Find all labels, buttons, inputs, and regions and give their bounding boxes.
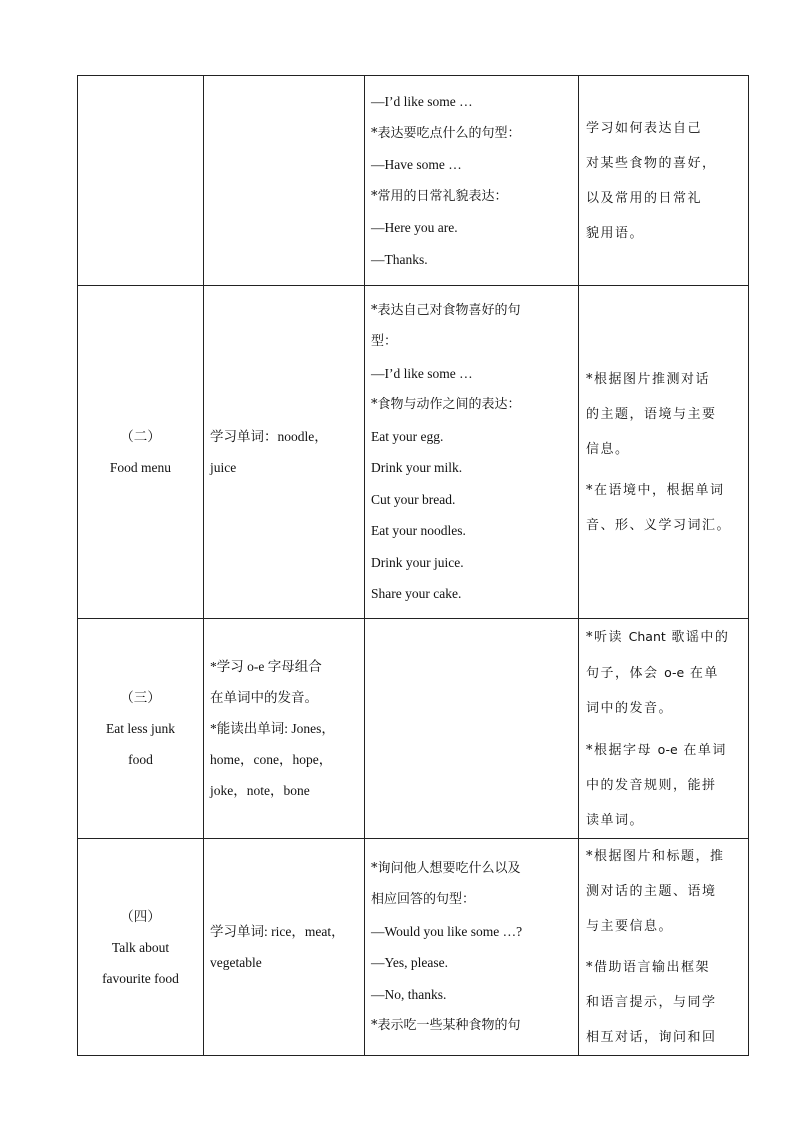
unit-cell: [78, 619, 204, 839]
unit-cell: [78, 76, 204, 286]
pattern-sentence: Cut your bread.: [371, 491, 456, 507]
pattern-heading: 相应回答的句型：: [371, 892, 476, 907]
unit-title: favourite food: [102, 970, 179, 986]
goal-line: *借助语言输出框架: [586, 960, 711, 975]
goal-line: *听读 Chant 歌谣中的: [586, 629, 730, 645]
pattern-sentence: Eat your egg.: [371, 428, 444, 444]
goal-line: 相互对话，询问和回: [586, 1030, 717, 1045]
vocabulary-line: vegetable: [210, 955, 262, 970]
pattern-sentence: —Would you like some …?: [371, 923, 523, 939]
vocabulary-cell: [204, 619, 365, 839]
sentence-pattern-cell: [365, 76, 579, 286]
pattern-heading: *食物与动作之间的表达：: [371, 397, 521, 412]
sentence-pattern-cell: [365, 619, 579, 839]
unit-title: food: [128, 752, 153, 767]
learning-goal: [586, 362, 742, 467]
goal-line: 和语言提示，与同学: [586, 995, 717, 1010]
table-row: [78, 839, 749, 1056]
learning-goal: [586, 732, 742, 838]
goal-line: 学习如何表达自己: [586, 120, 703, 136]
pattern-heading: *表达要吃点什么的句型：: [371, 125, 521, 141]
unit-title: Eat less junk: [106, 721, 175, 736]
goal-line: 句子，体会 o-e 在单: [586, 665, 719, 681]
table-row: [78, 286, 749, 619]
vocabulary-cell: [204, 286, 365, 619]
goal-line: 貌用语。: [586, 225, 645, 241]
learning-goal-cell: [579, 286, 749, 619]
learning-goal: [586, 619, 742, 726]
learning-goal: [586, 111, 742, 251]
unit-cell: [78, 286, 204, 619]
unit-title: Food menu: [109, 460, 172, 475]
goal-line: 读单词。: [586, 813, 645, 828]
unit-cell: [78, 839, 204, 1056]
goal-line: 词中的发音。: [586, 701, 674, 716]
learning-goal: [586, 950, 742, 1055]
sentence-pattern-cell: [365, 286, 579, 619]
inline-term: o-e: [664, 665, 685, 680]
pattern-sentence: —Yes, please.: [371, 955, 448, 970]
pattern-sentence: Share your cake.: [371, 586, 462, 601]
goal-line: 信息。: [586, 441, 630, 457]
unit-number: （三）: [120, 690, 161, 705]
table-row: [78, 76, 749, 286]
unit-title: Talk about: [111, 939, 170, 955]
goal-line: *根据字母 o-e 在单词: [586, 742, 727, 758]
learning-goal: [586, 839, 742, 944]
learning-goal: [586, 473, 742, 543]
lesson-table: [77, 75, 749, 1056]
pattern-sentence: Drink your juice.: [371, 554, 464, 570]
pattern-sentence: —Here you are.: [371, 220, 458, 235]
goal-line: *在语境中，根据单词: [586, 482, 725, 498]
inline-term: o-e: [657, 742, 678, 757]
vocabulary-line: 学习单词：noodle，: [210, 429, 328, 444]
goal-line: *根据图片推测对话: [586, 371, 711, 387]
goal-line: 的主题，语境与主要: [586, 406, 717, 422]
pattern-heading: 型：: [371, 334, 398, 349]
vocabulary-line: *能读出单词: Jones，: [210, 721, 335, 736]
vocabulary-cell: [204, 839, 365, 1056]
vocabulary-line: home，cone，hope，: [210, 752, 333, 767]
unit-number: （二）: [120, 429, 161, 444]
goal-line: 与主要信息。: [586, 919, 674, 934]
vocabulary-cell: [204, 76, 365, 286]
goal-line: 音、形、义学习词汇。: [586, 517, 732, 533]
pattern-sentence: —Thanks.: [371, 251, 428, 267]
learning-goal-cell: [579, 76, 749, 286]
pattern-heading: *表示吃一些某种食物的句: [371, 1018, 521, 1033]
goal-line: *根据图片和标题，推: [586, 849, 725, 864]
vocabulary-line: joke，note，bone: [210, 783, 310, 798]
unit-number: （四）: [120, 908, 161, 924]
inline-term: Chant: [628, 629, 666, 644]
pattern-sentence: Eat your noodles.: [371, 523, 466, 538]
vocabulary-line: *学习 o-e 字母组合: [210, 659, 322, 674]
vocabulary-line: juice: [210, 460, 237, 475]
pattern-sentence: —Have some …: [371, 157, 462, 172]
learning-goal-cell: [579, 619, 749, 839]
goal-line: 中的发音规则，能拼: [586, 778, 717, 793]
pattern-heading: *表达自己对食物喜好的句: [371, 302, 521, 318]
vocabulary-line: 学习单词: rice，meat，: [210, 924, 345, 939]
pattern-sentence: —No, thanks.: [371, 986, 447, 1002]
pattern-heading: *询问他人想要吃什么以及: [371, 860, 521, 876]
goal-line: 对某些食物的喜好，: [586, 155, 717, 171]
sentence-pattern-cell: [365, 839, 579, 1056]
pattern-sentence: —I’d like some …: [371, 365, 473, 381]
pattern-sentence: Drink your milk.: [371, 460, 463, 475]
table-row: [78, 619, 749, 839]
goal-line: 以及常用的日常礼: [586, 190, 703, 206]
learning-goal-cell: [579, 839, 749, 1056]
goal-line: 测对话的主题、语境: [586, 884, 717, 899]
vocabulary-line: 在单词中的发音。: [210, 690, 318, 705]
pattern-heading: *常用的日常礼貌表达：: [371, 188, 508, 204]
pattern-sentence: —I’d like some …: [371, 94, 473, 109]
